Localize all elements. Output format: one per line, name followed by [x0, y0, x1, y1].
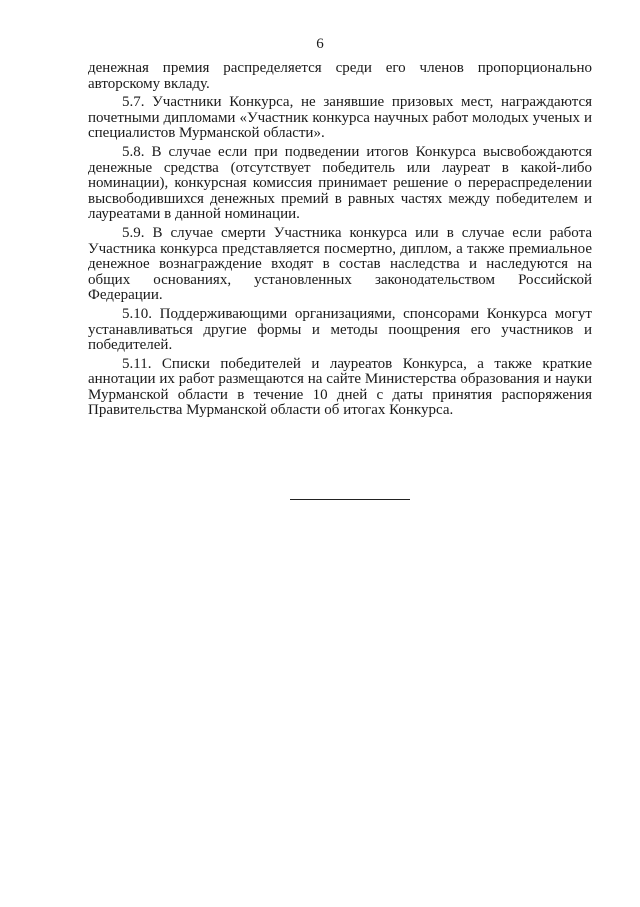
paragraph-5-8: 5.8. В случае если при подведении итогов Конкурса высвобождаются денежные средства (отсутствует победитель или лауреат в какой-либо номинации), конкурсная комиссия принимает решение о перераспределении высвободившихся денежных премий в равных частях между победителем и лауреатами в данной номинации. — [88, 143, 592, 223]
page-number: 6 — [316, 36, 324, 52]
paragraph-5-11: 5.11. Списки победителей и лауреатов Конкурса, а также краткие аннотации их работ размещаются на сайте Министерства образования и науки Мурманской области в течение 10 дней с даты принятия распоряжения Правительства Мурманской области об итогах Конкурса. — [88, 355, 592, 419]
paragraph-5-9: 5.9. В случае смерти Участника конкурса или в случае если работа Участника конкурса представляется посмертно, диплом, а также премиальное денежное вознаграждение входят в состав наследства и наследуются на общих основаниях, установленных законодательством Российской Федерации. — [88, 224, 592, 304]
paragraph-award-distribution: денежная премия распределяется среди его членов пропорционально авторскому вкладу. — [88, 60, 592, 92]
document-body — [88, 61, 592, 422]
end-of-section-rule — [290, 499, 410, 500]
paragraph-5-7: 5.7. Участники Конкурса, не занявшие призовых мест, награждаются почетными дипломами «Участник конкурса научных работ молодых ученых и специалистов Мурманской области». — [88, 94, 592, 142]
paragraph-5-10: 5.10. Поддерживающими организациями, спонсорами Конкурса могут устанавливаться другие формы и методы поощрения его участников и победителей. — [88, 305, 592, 354]
